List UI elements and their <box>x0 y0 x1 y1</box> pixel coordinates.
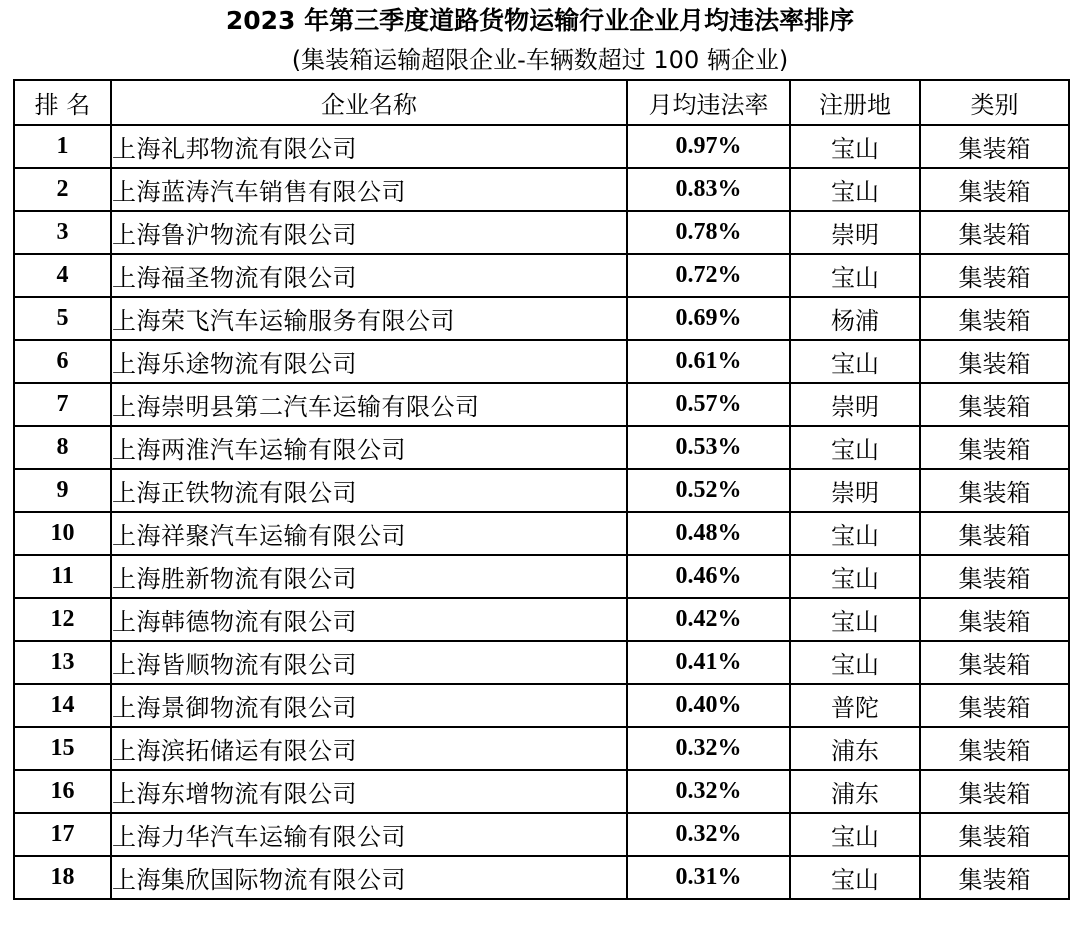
cell-company-name: 上海两淮汽车运输有限公司 <box>111 426 627 469</box>
cell-violation-rate: 0.69% <box>627 297 790 340</box>
header-company-name: 企业名称 <box>111 80 627 125</box>
cell-rank: 16 <box>14 770 111 813</box>
cell-registered-place: 宝山 <box>790 856 920 899</box>
cell-company-name: 上海鲁沪物流有限公司 <box>111 211 627 254</box>
ranking-table <box>13 79 1070 900</box>
cell-registered-place: 浦东 <box>790 727 920 770</box>
cell-rank: 17 <box>14 813 111 856</box>
cell-violation-rate: 0.46% <box>627 555 790 598</box>
cell-category: 集装箱 <box>920 340 1069 383</box>
cell-registered-place: 宝山 <box>790 598 920 641</box>
cell-category: 集装箱 <box>920 684 1069 727</box>
cell-category: 集装箱 <box>920 125 1069 168</box>
table-row <box>14 770 1069 813</box>
cell-registered-place: 宝山 <box>790 512 920 555</box>
cell-violation-rate: 0.48% <box>627 512 790 555</box>
cell-violation-rate: 0.42% <box>627 598 790 641</box>
table-row <box>14 813 1069 856</box>
cell-violation-rate: 0.61% <box>627 340 790 383</box>
cell-company-name: 上海福圣物流有限公司 <box>111 254 627 297</box>
cell-registered-place: 宝山 <box>790 813 920 856</box>
table-row <box>14 383 1069 426</box>
cell-company-name: 上海胜新物流有限公司 <box>111 555 627 598</box>
cell-category: 集装箱 <box>920 297 1069 340</box>
table-row <box>14 684 1069 727</box>
table-row <box>14 512 1069 555</box>
cell-rank: 14 <box>14 684 111 727</box>
cell-registered-place: 杨浦 <box>790 297 920 340</box>
cell-company-name: 上海礼邦物流有限公司 <box>111 125 627 168</box>
cell-registered-place: 宝山 <box>790 254 920 297</box>
cell-category: 集装箱 <box>920 813 1069 856</box>
cell-violation-rate: 0.32% <box>627 727 790 770</box>
cell-rank: 12 <box>14 598 111 641</box>
header-registered-place: 注册地 <box>790 80 920 125</box>
cell-violation-rate: 0.31% <box>627 856 790 899</box>
cell-rank: 8 <box>14 426 111 469</box>
cell-company-name: 上海滨拓储运有限公司 <box>111 727 627 770</box>
cell-category: 集装箱 <box>920 211 1069 254</box>
cell-violation-rate: 0.57% <box>627 383 790 426</box>
cell-category: 集装箱 <box>920 856 1069 899</box>
cell-category: 集装箱 <box>920 254 1069 297</box>
cell-company-name: 上海东增物流有限公司 <box>111 770 627 813</box>
cell-rank: 18 <box>14 856 111 899</box>
cell-violation-rate: 0.41% <box>627 641 790 684</box>
cell-rank: 4 <box>14 254 111 297</box>
cell-violation-rate: 0.72% <box>627 254 790 297</box>
table-body <box>14 125 1069 899</box>
header-row <box>14 80 1069 125</box>
document-subtitle: (集装箱运输超限企业-车辆数超过 100 辆企业) <box>291 46 789 74</box>
table-row <box>14 856 1069 899</box>
cell-company-name: 上海集欣国际物流有限公司 <box>111 856 627 899</box>
cell-category: 集装箱 <box>920 555 1069 598</box>
header-rank: 排 名 <box>14 80 111 125</box>
cell-violation-rate: 0.32% <box>627 813 790 856</box>
cell-registered-place: 宝山 <box>790 641 920 684</box>
cell-registered-place: 崇明 <box>790 383 920 426</box>
document-title: 2023 年第三季度道路货物运输行业企业月均违法率排序 <box>225 6 855 35</box>
cell-category: 集装箱 <box>920 469 1069 512</box>
cell-registered-place: 崇明 <box>790 211 920 254</box>
cell-rank: 1 <box>14 125 111 168</box>
cell-rank: 3 <box>14 211 111 254</box>
cell-company-name: 上海祥聚汽车运输有限公司 <box>111 512 627 555</box>
cell-rank: 15 <box>14 727 111 770</box>
cell-rank: 11 <box>14 555 111 598</box>
cell-registered-place: 宝山 <box>790 426 920 469</box>
cell-category: 集装箱 <box>920 641 1069 684</box>
cell-company-name: 上海正铁物流有限公司 <box>111 469 627 512</box>
cell-violation-rate: 0.83% <box>627 168 790 211</box>
cell-violation-rate: 0.97% <box>627 125 790 168</box>
cell-rank: 6 <box>14 340 111 383</box>
cell-company-name: 上海荣飞汽车运输服务有限公司 <box>111 297 627 340</box>
cell-registered-place: 宝山 <box>790 168 920 211</box>
header-monthly-violation-rate: 月均违法率 <box>627 80 790 125</box>
cell-registered-place: 崇明 <box>790 469 920 512</box>
table-row <box>14 598 1069 641</box>
cell-violation-rate: 0.78% <box>627 211 790 254</box>
cell-registered-place: 普陀 <box>790 684 920 727</box>
table-row <box>14 297 1069 340</box>
cell-company-name: 上海蓝涛汽车销售有限公司 <box>111 168 627 211</box>
cell-company-name: 上海乐途物流有限公司 <box>111 340 627 383</box>
table-header <box>14 80 1069 125</box>
cell-company-name: 上海力华汽车运输有限公司 <box>111 813 627 856</box>
cell-rank: 10 <box>14 512 111 555</box>
table-row <box>14 555 1069 598</box>
cell-registered-place: 宝山 <box>790 125 920 168</box>
cell-registered-place: 宝山 <box>790 340 920 383</box>
cell-category: 集装箱 <box>920 727 1069 770</box>
cell-category: 集装箱 <box>920 426 1069 469</box>
cell-violation-rate: 0.53% <box>627 426 790 469</box>
cell-category: 集装箱 <box>920 383 1069 426</box>
table-row <box>14 469 1069 512</box>
table-row <box>14 168 1069 211</box>
table-row <box>14 426 1069 469</box>
cell-category: 集装箱 <box>920 168 1069 211</box>
cell-rank: 2 <box>14 168 111 211</box>
cell-rank: 13 <box>14 641 111 684</box>
cell-company-name: 上海崇明县第二汽车运输有限公司 <box>111 383 627 426</box>
cell-registered-place: 浦东 <box>790 770 920 813</box>
table-row <box>14 641 1069 684</box>
cell-category: 集装箱 <box>920 770 1069 813</box>
header-category: 类别 <box>920 80 1069 125</box>
table-row <box>14 254 1069 297</box>
cell-company-name: 上海景御物流有限公司 <box>111 684 627 727</box>
cell-rank: 7 <box>14 383 111 426</box>
cell-company-name: 上海韩德物流有限公司 <box>111 598 627 641</box>
cell-rank: 5 <box>14 297 111 340</box>
table-row <box>14 340 1069 383</box>
cell-category: 集装箱 <box>920 598 1069 641</box>
table-row <box>14 727 1069 770</box>
table-row <box>14 211 1069 254</box>
cell-category: 集装箱 <box>920 512 1069 555</box>
cell-rank: 9 <box>14 469 111 512</box>
cell-company-name: 上海皆顺物流有限公司 <box>111 641 627 684</box>
cell-violation-rate: 0.52% <box>627 469 790 512</box>
cell-violation-rate: 0.32% <box>627 770 790 813</box>
table-row <box>14 125 1069 168</box>
cell-violation-rate: 0.40% <box>627 684 790 727</box>
cell-registered-place: 宝山 <box>790 555 920 598</box>
